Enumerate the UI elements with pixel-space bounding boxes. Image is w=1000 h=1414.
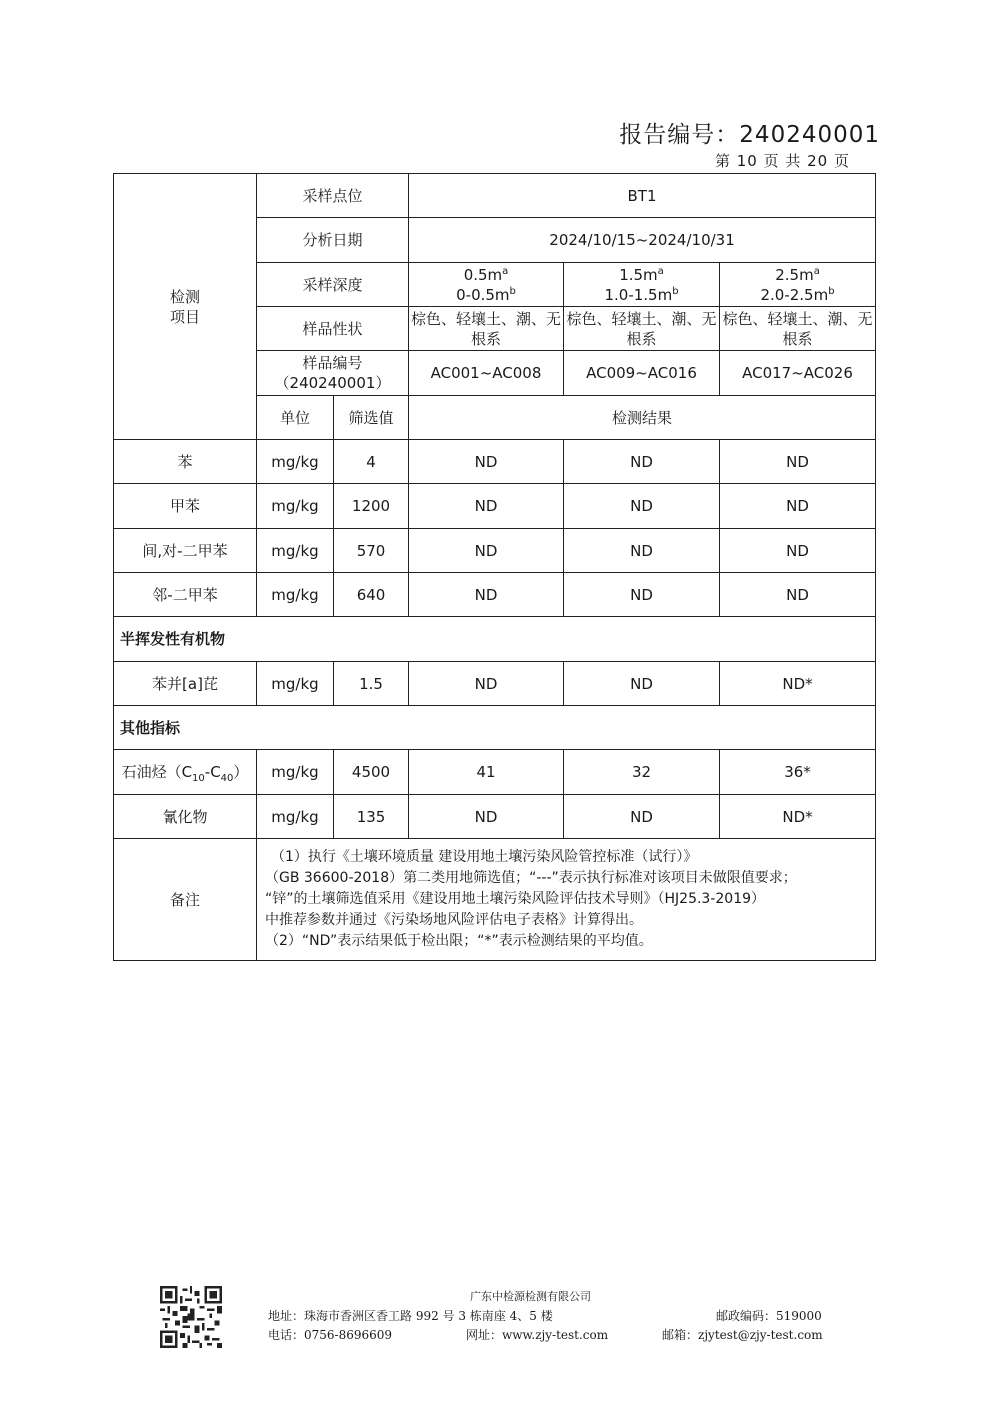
other-section-title: 其他指标 — [114, 706, 876, 750]
result-cell: ND — [409, 795, 564, 839]
item-name: 氰化物 — [114, 795, 257, 839]
item-name: 苯 — [114, 440, 257, 484]
depth-cell: $0.5m^a$ $0-0.5m^b$ — [409, 263, 564, 307]
result-cell: ND — [720, 484, 876, 529]
depth-cell: $2.5m^a$ $2.0-2.5m^b$ — [720, 263, 876, 307]
unit-cell: mg/kg — [257, 795, 334, 839]
result-cell: ND — [564, 440, 720, 484]
result-cell: ND — [409, 529, 564, 573]
result-cell: ND — [720, 440, 876, 484]
result-cell: ND* — [720, 662, 876, 706]
sample-no-cell: AC001~AC008 — [409, 351, 564, 396]
sample-traits-cell: 棕色、轻壤土、潮、无根系 — [720, 307, 876, 351]
item-name: 间,对-二甲苯 — [114, 529, 257, 573]
footer-phone: 电话：0756-8696609 — [268, 1328, 393, 1342]
table-row — [114, 573, 876, 617]
result-cell: ND — [409, 573, 564, 617]
analysis-date-label: 分析日期 — [257, 218, 409, 263]
table-row — [114, 662, 876, 706]
result-cell: ND — [564, 662, 720, 706]
svoc-section-title: 半挥发性有机物 — [114, 617, 876, 662]
unit-cell: mg/kg — [257, 573, 334, 617]
item-name: 苯并[a]芘 — [114, 662, 257, 706]
footer-company: 广东中检源检测有限公司 — [470, 1290, 591, 1303]
item-name: 石油烃$(C_{10}-C_{40})$ — [114, 750, 257, 795]
sample-traits-cell: 棕色、轻壤土、潮、无根系 — [409, 307, 564, 351]
sampling-point-label: 采样点位 — [257, 174, 409, 218]
table-row — [114, 440, 876, 484]
screen-value: 135 — [334, 795, 409, 839]
note-line: （GB 36600-2018）第二类用地筛选值；“---”表示执行标准对该项目未做限值要求； — [265, 870, 797, 886]
unit-cell: mg/kg — [257, 662, 334, 706]
unit-cell: mg/kg — [257, 750, 334, 795]
result-cell: ND — [720, 573, 876, 617]
sample-no-cell: AC017~AC026 — [720, 351, 876, 396]
table-row — [114, 795, 876, 839]
result-cell: ND — [564, 573, 720, 617]
result-cell: ND — [409, 484, 564, 529]
sampling-point-value: BT1 — [409, 174, 876, 218]
item-name: 甲苯 — [114, 484, 257, 529]
result-cell: ND — [564, 529, 720, 573]
sample-no-cell: AC009~AC016 — [564, 351, 720, 396]
footer-website: 网址：www.zjy-test.com — [466, 1328, 609, 1342]
screen-value: 4500 — [334, 750, 409, 795]
result-cell: ND — [564, 484, 720, 529]
result-cell: ND — [409, 440, 564, 484]
sample-traits-label: 样品性状 — [257, 307, 409, 351]
footer-address: 地址：珠海市香洲区香工路 992 号 3 栋南座 4、5 楼 — [268, 1309, 553, 1323]
section-row — [114, 617, 876, 662]
table-row — [114, 484, 876, 529]
result-cell: 32 — [564, 750, 720, 795]
result-header: 检测结果 — [409, 396, 876, 440]
screen-value: 1.5 — [334, 662, 409, 706]
section-row — [114, 706, 876, 750]
item-header: 检测 项目 — [114, 174, 257, 440]
result-cell: 36* — [720, 750, 876, 795]
sample-traits-cell: 棕色、轻壤土、潮、无根系 — [564, 307, 720, 351]
report-number: 报告编号：240240001 — [619, 122, 880, 148]
result-cell: ND — [409, 662, 564, 706]
analysis-date-value: 2024/10/15~2024/10/31 — [409, 218, 876, 263]
notes-label: 备注 — [114, 839, 257, 961]
unit-header: 单位 — [257, 396, 334, 440]
results-table — [113, 173, 876, 961]
footer-email: 邮箱：zjytest@zjy-test.com — [662, 1328, 823, 1342]
result-cell: ND — [564, 795, 720, 839]
table-row — [114, 750, 876, 795]
unit-cell: mg/kg — [257, 440, 334, 484]
screen-value: 640 — [334, 573, 409, 617]
table-row — [114, 529, 876, 573]
depth-cell: $1.5m^a$ $1.0-1.5m^b$ — [564, 263, 720, 307]
note-line: “锌”的土壤筛选值采用《建设用地土壤污染风险评估技术导则》（HJ25.3-2019） — [265, 891, 766, 907]
screen-header: 筛选值 — [334, 396, 409, 440]
depth-label: 采样深度 — [257, 263, 409, 307]
screen-value: 1200 — [334, 484, 409, 529]
unit-cell: mg/kg — [257, 529, 334, 573]
sampling-point-row — [114, 174, 876, 218]
result-cell: 41 — [409, 750, 564, 795]
screen-value: 4 — [334, 440, 409, 484]
qr-code — [160, 1286, 222, 1348]
screen-value: 570 — [334, 529, 409, 573]
notes-row — [114, 839, 876, 961]
result-cell: ND* — [720, 795, 876, 839]
footer-postcode: 邮政编码：519000 — [716, 1309, 822, 1323]
note-line: 中推荐参数并通过《污染场地风险评估电子表格》计算得出。 — [265, 912, 643, 928]
note-line: （1）执行《土壤环境质量 建设用地土壤污染风险管控标准（试行）》 — [271, 849, 698, 865]
sample-no-label: 样品编号 （240240001） — [257, 351, 409, 396]
notes-text — [257, 839, 876, 961]
result-cell: ND — [720, 529, 876, 573]
unit-cell: mg/kg — [257, 484, 334, 529]
page-info: 第 10 页 共 20 页 — [714, 152, 850, 170]
note-line: （2）“ND”表示结果低于检出限；“*”表示检测结果的平均值。 — [265, 933, 653, 949]
item-name: 邻-二甲苯 — [114, 573, 257, 617]
